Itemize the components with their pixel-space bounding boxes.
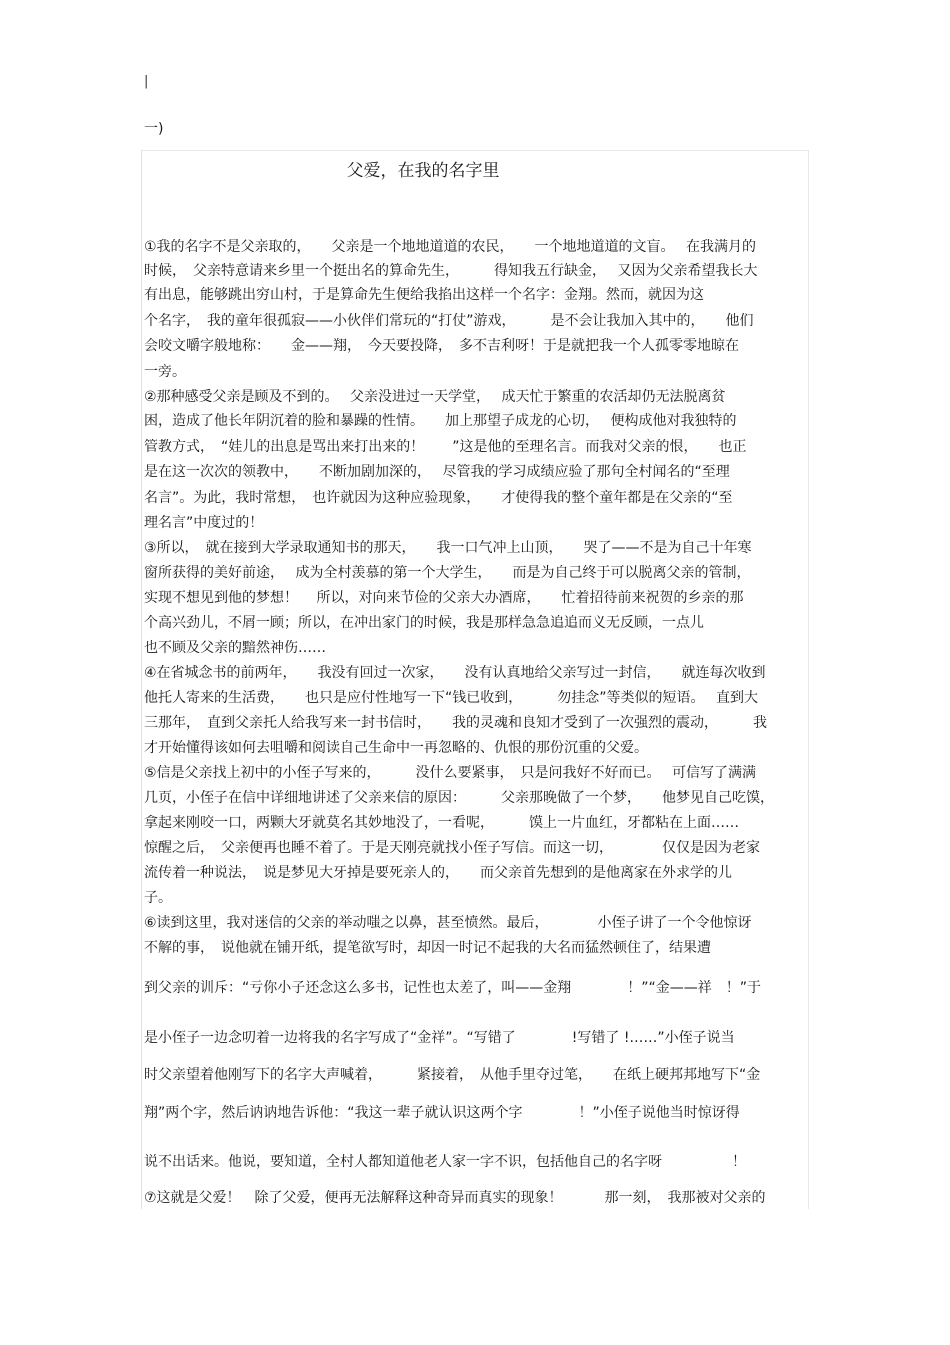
paragraph-line: 拿起来刚咬一口，两颗大牙就莫名其妙地没了，一看呢， 馍上一片血红，牙都粘在上面…… (144, 815, 739, 831)
paragraph-line: 困，造成了他长年阴沉着的脸和暴躁的性情。 加上那望子成龙的心切， 便构成他对我独特的 (144, 413, 737, 429)
paragraph-line: 才开始懂得该如何去咀嚼和阅读自己生命中一再忽略的、仇恨的那份沉重的父爱。 (144, 740, 648, 756)
section-label: 一) (144, 121, 164, 137)
paragraph-line: 三那年， 直到父亲托人给我写来一封书信时， 我的灵魂和良知才受到了一次强烈的震动， 我 (144, 715, 767, 731)
paragraph-line: 窗所获得的美好前途， 成为全村羡慕的第一个大学生， 而是为自己终于可以脱离父亲的管制， (144, 565, 751, 581)
paragraph-line: 管教方式， “娃儿的出息是骂出来打出来的！ ”这是他的至理名言。而我对父亲的恨， 也正 (144, 439, 747, 455)
cursor-mark: | (144, 74, 149, 89)
paragraph-line: 时候， 父亲特意请来乡里一个挺出名的算命先生， 得知我五行缺金， 又因为父亲希望我长大 (144, 263, 758, 279)
paragraph-line: 几页，小侄子在信中详细地讲述了父亲来信的原因： 父亲那晚做了一个梦， 他梦见自己吃馍， (144, 790, 774, 806)
paragraph-line: ①我的名字不是父亲取的， 父亲是一个地地道道的农民， 一个地地道道的文盲。 在我满月的 (144, 239, 756, 255)
article-title-row (0, 156, 950, 181)
paragraph-line: 说不出话来。他说，要知道，全村人都知道他老人家一字不识，包括他自己的名字呀 ！ (144, 1154, 746, 1170)
paragraph-line: 子。 (144, 890, 172, 906)
paragraph-line: ③所以， 就在接到大学录取通知书的那天， 我一口气冲上山顶， 哭了——不是为自己十年寒 (144, 540, 752, 556)
paragraph-line: 个名字， 我的童年很孤寂——小伙伴们常玩的“打仗”游戏， 是不会让我加入其中的， 他们 (144, 313, 754, 329)
paragraph-line: 理名言”中度过的！ (144, 515, 264, 531)
paragraph-line: 到父亲的训斥：“亏你小子还念这么多书，记性也太差了，叫——金翔 ！”“金——祥 ！”于 (144, 980, 762, 996)
paragraph-line: 不解的事， 说他就在铺开纸，提笔欲写时，却因一时记不起我的大名而猛然顿住了，结果遭 (144, 940, 711, 956)
paragraph-line: ④在省城念书的前两年， 我没有回过一次家， 没有认真地给父亲写过一封信， 就连每次收到 (144, 665, 766, 681)
paragraph-line: ⑤信是父亲找上初中的小侄子写来的， 没什么要紧事， 只是问我好不好而已。 可信写了满满 (144, 765, 756, 781)
paragraph-line: 个高兴劲儿，不屑一顾；所以，在冲出家门的时候，我是那样急急追追而义无反顾，一点儿 (144, 615, 704, 631)
paragraph-line: 有出息，能够跳出穷山村，于是算命先生便给我掐出这样一个名字：金翔。然而，就因为这 (144, 287, 704, 303)
paragraph-line: ②那种感受父亲是顾及不到的。 父亲没进过一天学堂， 成天忙于繁重的农活却仍无法脱离贫 (144, 389, 726, 405)
paragraph-line: 翔”两个字，然后讷讷地告诉他：“我这一辈子就认识这两个字 ！”小侄子说他当时惊讶得 (144, 1105, 740, 1121)
paragraph-line: 实现不想见到他的梦想！ 所以，对向来节俭的父亲大办酒席， 忙着招待前来祝贺的乡亲的那 (144, 590, 744, 606)
article-title: 父爱，在我的名字里 (346, 161, 500, 181)
paragraph-line: 他托人寄来的生活费， 也只是应付性地写一下“钱已收到， 勿挂念”等类似的短语。 直到大 (144, 690, 758, 706)
paragraph-line: 惊醒之后， 父亲便再也睡不着了。于是天刚亮就找小侄子写信。而这一切， 仅仅是因为老家 (144, 840, 760, 856)
paragraph-line: 也不顾及父亲的黯然神伤…… (144, 640, 326, 656)
paragraph-line: 是小侄子一边念叨着一边将我的名字写成了“金祥”。“写错了 !写错了 !……”小侄子说当 (144, 1030, 735, 1046)
paragraph-line: ⑥读到这里，我对迷信的父亲的举动嗤之以鼻，甚至愤然。最后， 小侄子讲了一个令他惊讶 (144, 915, 752, 931)
paragraph-line: 会咬文嚼字般地称： 金——翔， 今天要投降， 多不吉利呀！于是就把我一个人孤零零地晾在 (144, 338, 739, 354)
paragraph-line: 是在这一次次的领教中， 不断加剧加深的， 尽管我的学习成绩应验了那句全村闻名的“至理 (144, 464, 730, 480)
paragraph-line: 时父亲望着他刚写下的名字大声喊着， 紧接着， 从他手里夺过笔， 在纸上硬邦邦地写下“金 (144, 1067, 761, 1083)
paragraph-line: ⑦这就是父爱！ 除了父爱，便再无法解释这种奇异而真实的现象！ 那一刻， 我那被对父亲的 (144, 1190, 766, 1206)
paragraph-line: 流传着一种说法， 说是梦见大牙掉是要死亲人的， 而父亲首先想到的是他离家在外求学的儿 (144, 865, 732, 881)
paragraph-line: 一旁。 (144, 364, 186, 380)
paragraph-line: 名言”。为此，我时常想， 也许就因为这种应验现象， 才使得我的整个童年都是在父亲的“至 (144, 490, 733, 506)
